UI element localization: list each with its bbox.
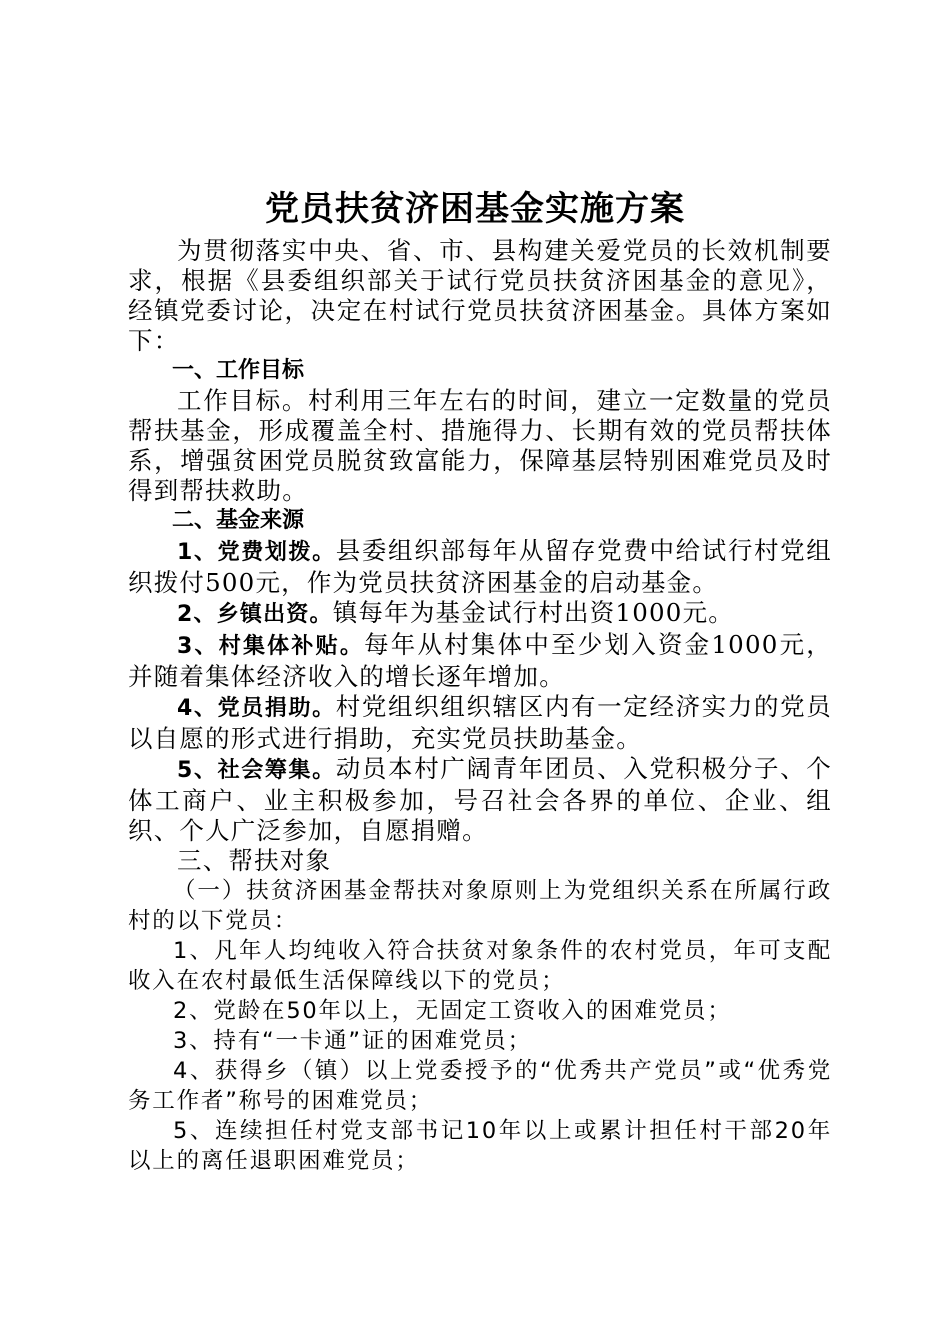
beneficiary-item: 2、党龄在50年以上，无固定工资收入的困难党员； xyxy=(173,998,732,1024)
beneficiary-item: 5、连续担任村党支部书记10年以上或累计担任村干部20年以上的离任退职困难党员； xyxy=(128,1118,832,1174)
fund-source-lead: 1、党费划拨。 xyxy=(177,540,336,565)
fund-source-lead: 3、村集体补贴。 xyxy=(177,634,365,659)
fund-source-item xyxy=(128,692,832,754)
beneficiaries-subheading: （一）扶贫济困基金帮扶对象原则上为党组织关系在所属行政村的以下党员： xyxy=(128,878,832,934)
fund-source-text: 县委组织部每年从留存党费中给试行村党组织拨付500元，作为党员扶贫济困基金的启动基金。 xyxy=(128,536,832,597)
beneficiary-item: 4、获得乡（镇）以上党委授予的“优秀共产党员”或“优秀党务工作者”称号的困难党员； xyxy=(128,1058,832,1114)
fund-source-item xyxy=(128,754,832,846)
fund-source-lead: 2、乡镇出资。 xyxy=(177,602,333,627)
fund-source-text: 镇每年为基金试行村出资1000元。 xyxy=(332,598,734,627)
intro-paragraph: 为贯彻落实中央、省、市、县构建关爱党员的长效机制要求，根据《县委组织部关于试行党员扶贫济困基金的意见》，经镇党委讨论，决定在村试行党员扶贫济困基金。具体方案如下： xyxy=(128,236,832,355)
fund-source-text: 村党组织组织辖区内有一定经济实力的党员以自愿的形式进行捐助，充实党员扶助基金。 xyxy=(128,692,832,753)
fund-source-lead: 5、社会筹集。 xyxy=(177,758,336,783)
goals-paragraph: 工作目标。村利用三年左右的时间，建立一定数量的党员帮扶基金，形成覆盖全村、措施得力、长期有效的党员帮扶体系，增强贫困党员脱贫致富能力，保障基层特别困难党员及时得到帮扶救助。 xyxy=(128,386,832,505)
section-heading-goals: 一、工作目标 xyxy=(172,358,305,383)
fund-source-item xyxy=(128,630,832,692)
beneficiary-item: 3、持有“一卡通”证的困难党员； xyxy=(173,1028,532,1054)
document-title: 党员扶贫济困基金实施方案 xyxy=(265,189,685,229)
fund-source-item xyxy=(128,536,832,598)
fund-source-text: 每年从村集体中至少划入资金1000元，并随着集体经济收入的增长逐年增加。 xyxy=(128,630,832,691)
fund-source-item xyxy=(128,598,832,630)
fund-source-lead: 4、党员捐助。 xyxy=(177,696,336,721)
beneficiary-item: 1、凡年人均纯收入符合扶贫对象条件的农村党员，年可支配收入在农村最低生活保障线以下的党员； xyxy=(128,938,832,994)
document-body xyxy=(128,236,832,1176)
section-heading-beneficiaries: 三、帮扶对象 xyxy=(177,846,332,875)
fund-source-text: 动员本村广阔青年团员、入党积极分子、个体工商户、业主积极参加，号召社会各界的单位、企业、组织、个人广泛参加，自愿捐赠。 xyxy=(128,754,832,845)
section-heading-fund-sources: 二、基金来源 xyxy=(172,508,305,533)
